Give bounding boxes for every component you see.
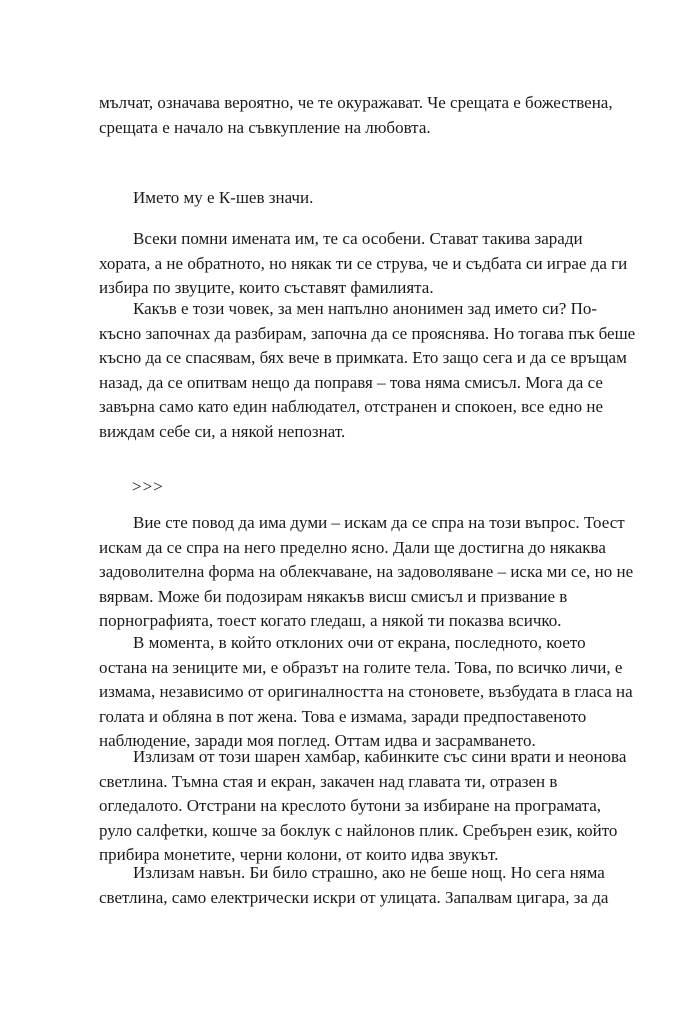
paragraph-words [99, 511, 634, 634]
text-line: прибира монетите, черни колони, от които идва звукът. [99, 845, 499, 864]
text-line: наблюдение, заради моя поглед. Оттам идва и засрамването. [99, 731, 536, 750]
section-separator: >>> [132, 477, 164, 496]
text-line: светлина, само електрически искри от улицата. Запалвам цигара, за да [99, 887, 609, 907]
text-line: завърна само като един наблюдател, отстранен и спокоен, все едно не [99, 397, 604, 416]
text-line: срещата е начало на съвкупление на любовта. [99, 117, 431, 137]
paragraph-names [99, 227, 629, 301]
text-line: късно започнах да разбирам, започна да се прояснява. Но тогава пък беше [99, 323, 636, 343]
text-line: Всеки помни имената им, те са особени. Стават такива заради [133, 229, 583, 248]
text-line: виждам себе си, а някой непознат. [99, 421, 346, 441]
text-line: задоволителна форма на облекчаване, на задоволяване – иска ми се, но не [99, 562, 634, 581]
text-line: избира по звуците, които съставят фамилията. [99, 278, 434, 297]
text-line: голата и обляна в пот жена. Това е измама, заради предпоставеното [99, 706, 587, 726]
text-line: искам да се спра на него пределно ясно. Дали ще достигна до някаква [99, 537, 606, 557]
text-line: късно да се спасявам, бях вече в примката. Ето защо сега и да се връщам [99, 348, 627, 367]
text-line: Вие сте повод да има думи – искам да се спра на този въпрос. Тоест [133, 513, 625, 532]
text-line: остана на зениците ми, е образът на голите тела. Това, по всичко личи, е [99, 657, 623, 677]
text-line: огледалото. Отстрани на креслото бутони за избиране на програмата, [99, 796, 602, 815]
paragraph-outside [99, 861, 629, 910]
text-line: Името му е К-шев значи. [133, 188, 314, 207]
paragraph-continuation [99, 91, 629, 140]
text-line: хората, а не обратното, но някак ти се струва, че и съдбата си играе да ги [99, 253, 628, 273]
text-line: В момента, в който отклоних очи от екрана, последното, което [133, 633, 586, 652]
text-line: Какъв е този човек, за мен напълно анонимен зад името си? По- [133, 299, 598, 318]
paragraph-who [99, 297, 636, 444]
text-line: Излизам от този шарен хамбар, кабинките със сини врати и неонова [133, 747, 627, 766]
text-line: руло салфетки, кошче за боклук с найлонов плик. Сребърен език, който [99, 820, 618, 840]
text-line: светлина. Тъмна стая и екран, закачен над главата ти, отразен в [99, 771, 558, 791]
text-line: Излизам навън. Би било страшно, ако не беше нощ. Но сега няма [133, 863, 605, 882]
paragraph-moment [99, 631, 633, 754]
paragraph-name [99, 186, 629, 211]
text-line: назад, да се опитвам нещо да поправя – това няма смисъл. Мога да се [99, 372, 603, 392]
paragraph-barn [99, 745, 629, 868]
text-line: измама, независимо от оригиналността на стоновете, възбудата в гласа на [99, 682, 633, 701]
text-line: порнографията, тоест когато гледаш, а някой ти показва всичко. [99, 611, 562, 630]
text-line: мълчат, означава вероятно, че те окуражават. Че срещата е божествена, [99, 93, 613, 112]
text-line: вярвам. Може би подозирам някакъв висш смисъл и призвание в [99, 586, 568, 606]
